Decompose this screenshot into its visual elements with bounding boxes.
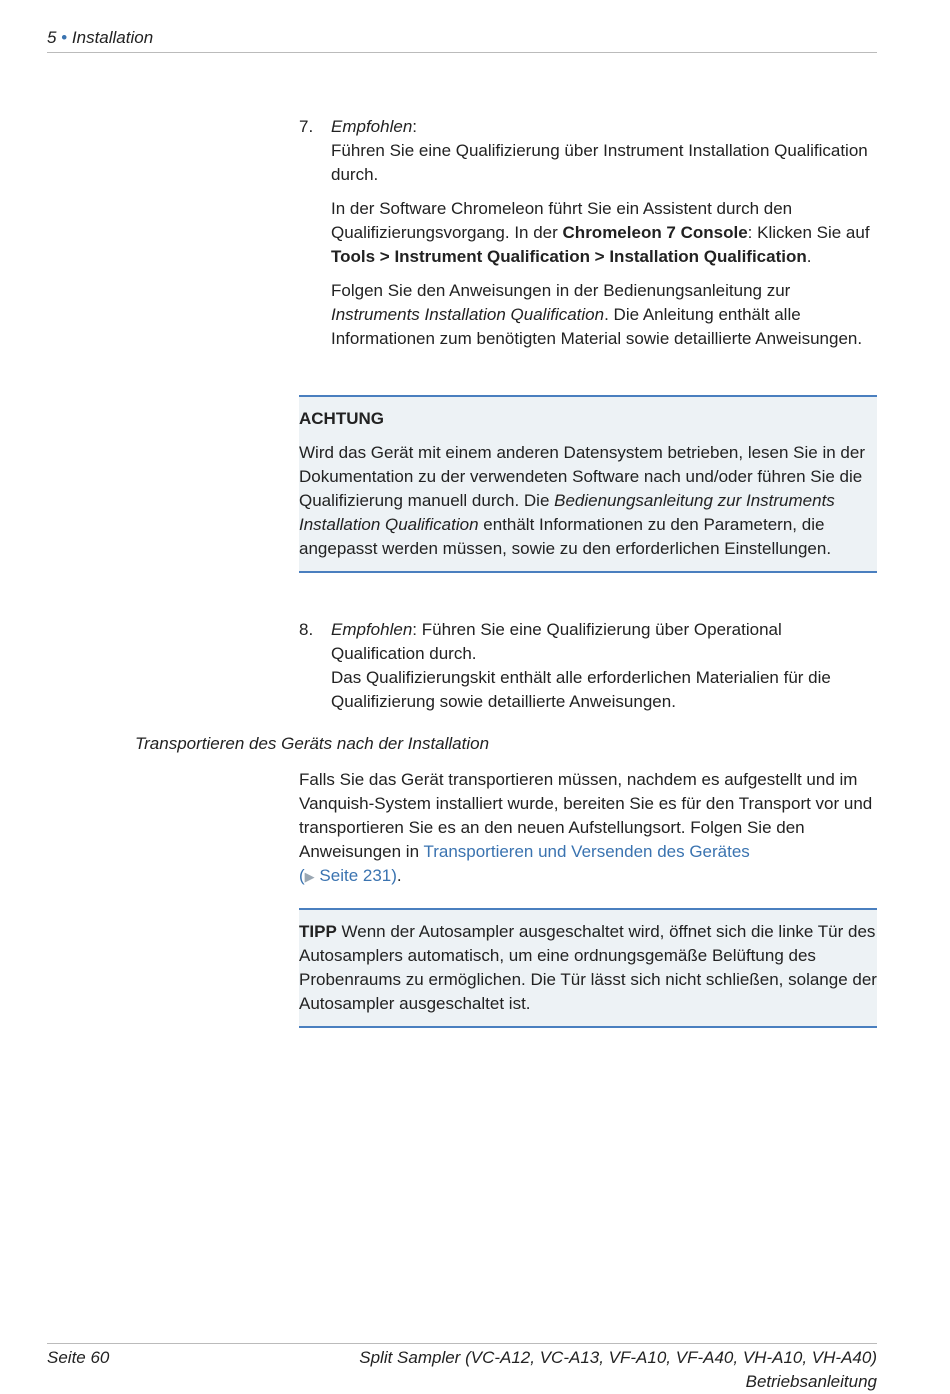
text: In der Software Chromeleon führt Sie ein Assistent durch den Qualifizierungsvorgang. In der [331, 199, 793, 242]
page-number: Seite 60 [47, 1348, 110, 1367]
transport-link[interactable]: Transportieren und Versenden des Gerätes [423, 842, 750, 861]
manual-title: Instruments Installation Qualification [331, 305, 605, 324]
text: Folgen Sie den Anweisungen in der Bedienungsanleitung zur [331, 281, 791, 300]
step-8-text [331, 618, 877, 714]
page-header [47, 28, 877, 53]
text: Wenn der Autosampler ausgeschaltet wird, öffnet sich die linke Tür des Autosamplers automatisch, um eine ordnungsgemäße Belüftung des Probenraums zu ermöglichen. Die Tür lässt sich nicht schließen, solange der Autosampler ausgeschaltet ist. [299, 922, 877, 1013]
page-footer [47, 1343, 877, 1391]
step-8 [299, 618, 877, 724]
text: Wird das Gerät mit einem anderen Datensystem betrieben, lesen Sie in der Dokumentation zu der verwendeten Software nach und/oder führen Sie die Qualifizierung manuell durch. Die [299, 443, 865, 510]
manual-title: Bedienungsanleitung zur Instruments Installation Qualification [299, 491, 835, 534]
text: . Die Anleitung enthält alle Informationen zum benötigten Material sowie detaillierte Anweisungen. [331, 305, 863, 348]
text: : Klicken Sie auf [747, 223, 870, 242]
console-name: Chromeleon 7 Console [562, 223, 748, 242]
text: . [806, 247, 812, 266]
tipp-notice [299, 908, 877, 1028]
step-7 [299, 115, 877, 361]
page-ref-link[interactable] [299, 866, 397, 885]
paren: ) [391, 866, 397, 885]
menu-path: Tools > Instrument Qualification > Installation Qualification [331, 247, 807, 266]
text: Falls Sie das Gerät transportieren müssen, nachdem es aufgestellt und im Vanquish-System installiert wurde, bereiten Sie es für den Transport vor und transportieren Sie es an den neuen Aufstellungsort. Folgen Sie den Anweisungen in [299, 770, 873, 861]
transport-paragraph [299, 768, 877, 889]
footer-doc-info [359, 1346, 877, 1394]
recommended-label: Empfohlen [331, 117, 413, 136]
colon: : [412, 117, 418, 136]
text: Das Qualifizierungskit enthält alle erforderlichen Materialien für die Qualifizierung sowie detaillierte Anweisungen. [331, 668, 831, 711]
tipp-text [299, 920, 877, 1016]
chapter-number: 5 [47, 28, 57, 47]
text: . [396, 866, 402, 885]
arrow-right-icon: ▶ [304, 869, 315, 884]
recommended-label: Empfohlen [331, 620, 413, 639]
chapter-title: Installation [71, 28, 154, 47]
step-number: 8. [299, 620, 314, 639]
step-7-para3 [331, 279, 877, 351]
notice-title: ACHTUNG [299, 409, 384, 428]
achtung-notice [299, 395, 877, 573]
step-7-para2 [331, 197, 877, 269]
product-name: Split Sampler (VC-A12, VC-A13, VF-A10, VF-A40, VH-A10, VH-A40) [359, 1348, 877, 1367]
section-subheading: Transportieren des Geräts nach der Installation [135, 734, 490, 753]
text: enthält Informationen zu den Parametern, die angepasst werden müssen, sowie zu den erforderlichen Einstellungen. [299, 515, 832, 558]
paren: ( [299, 866, 305, 885]
notice-text [299, 441, 877, 561]
page-ref: Seite 231 [319, 866, 392, 885]
step-7-line1: Führen Sie eine Qualifizierung über Instrument Installation Qualification durch. [331, 141, 868, 184]
bullet-dot-icon: • [61, 28, 68, 47]
document-type: Betriebsanleitung [745, 1372, 877, 1391]
text: : Führen Sie eine Qualifizierung über Operational Qualification durch. [331, 620, 782, 663]
step-7-intro [331, 115, 877, 187]
step-number: 7. [299, 117, 314, 136]
tipp-label: TIPP [299, 922, 337, 941]
